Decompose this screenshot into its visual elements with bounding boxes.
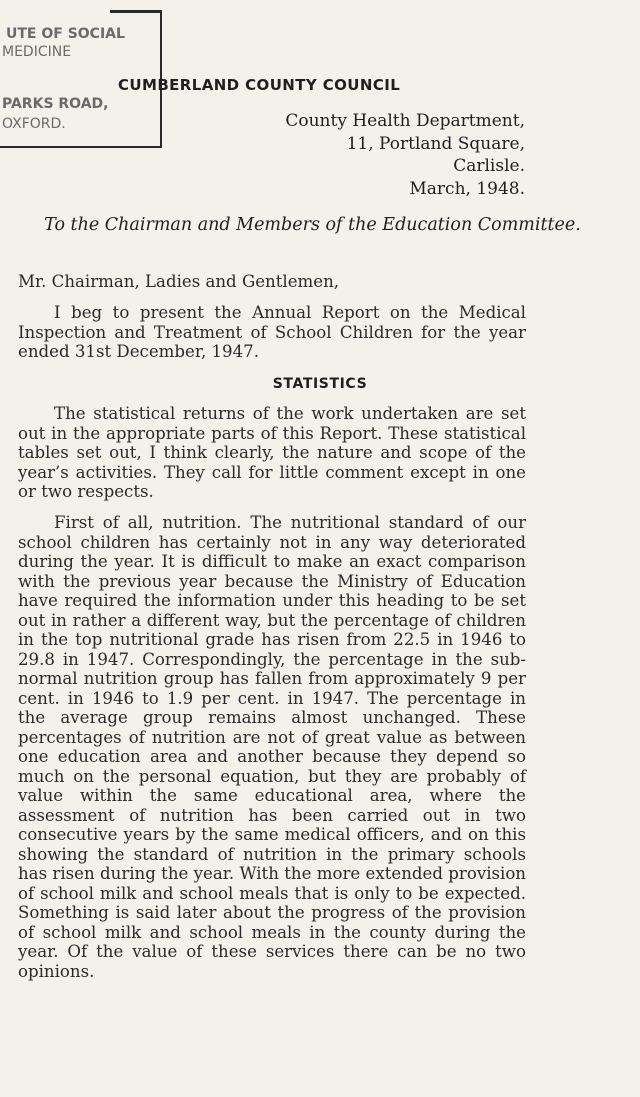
stamp-line: MEDICINE xyxy=(2,44,72,60)
statistics-paragraph: The statistical returns of the work undertaken are set out in the appropriate parts of this Report. These statistical tables set out, I think clearly, the nature and scope of the year’s activities. They call for little comment except in one or two respects. xyxy=(18,404,526,501)
stamp-border xyxy=(110,10,162,13)
nutrition-paragraph: First of all, nutrition. The nutritional standard of our school children has certainly not in any way deteriorated during the year. It is difficult to make an exact comparison with the previous year because the Ministry of Education have required the information under this heading to be set out in rather a different way, but the percentage of children in the top nutritional grade has risen from 22.5 in 1946 to 29.8 in 1947. Correspondingly, the percentage in the sub-normal nutrition group has fallen from approximately 9 per cent. in 1946 to 1.9 per cent. in 1947. The percentage in the average group remains almost unchanged. These percentages of nutrition are not of great value as between one education area and another because they depend so much on the personal equation, but they are probably of value within the same educational area, where the assessment of nutrition has been carried out in two consecutive years by the same medical officers, and on this showing the standard of nutrition in the primary schools has risen during the year. With the more extended provision of school milk and school meals that is only to be expected. Something is said later about the progress of the provision of school milk and school meals in the county during the year. Of the value of these services there can be no two opinions. xyxy=(18,513,526,981)
address-date: March, 1948. xyxy=(409,178,525,199)
addressee: To the Chairman and Members of the Education Committee. xyxy=(44,215,581,235)
address-line: County Health Department, xyxy=(285,111,525,131)
stamp-line: UTE OF SOCIAL xyxy=(6,26,125,42)
address-line: Carlisle. xyxy=(453,156,525,176)
greeting: Mr. Chairman, Ladies and Gentlemen, xyxy=(18,272,340,291)
address-line: 11, Portland Square, xyxy=(346,133,525,154)
stamp-line: PARKS ROAD, xyxy=(2,96,109,112)
intro-paragraph: I beg to present the Annual Report on the Medical Inspection and Treatment of School Children for the year ended 31st December, 1947. xyxy=(18,303,526,361)
stamp-line: OXFORD. xyxy=(2,116,66,132)
council-heading: CUMBERLAND COUNTY COUNCIL xyxy=(118,76,401,94)
section-heading: STATISTICS xyxy=(272,376,368,392)
sender-address xyxy=(285,110,525,200)
